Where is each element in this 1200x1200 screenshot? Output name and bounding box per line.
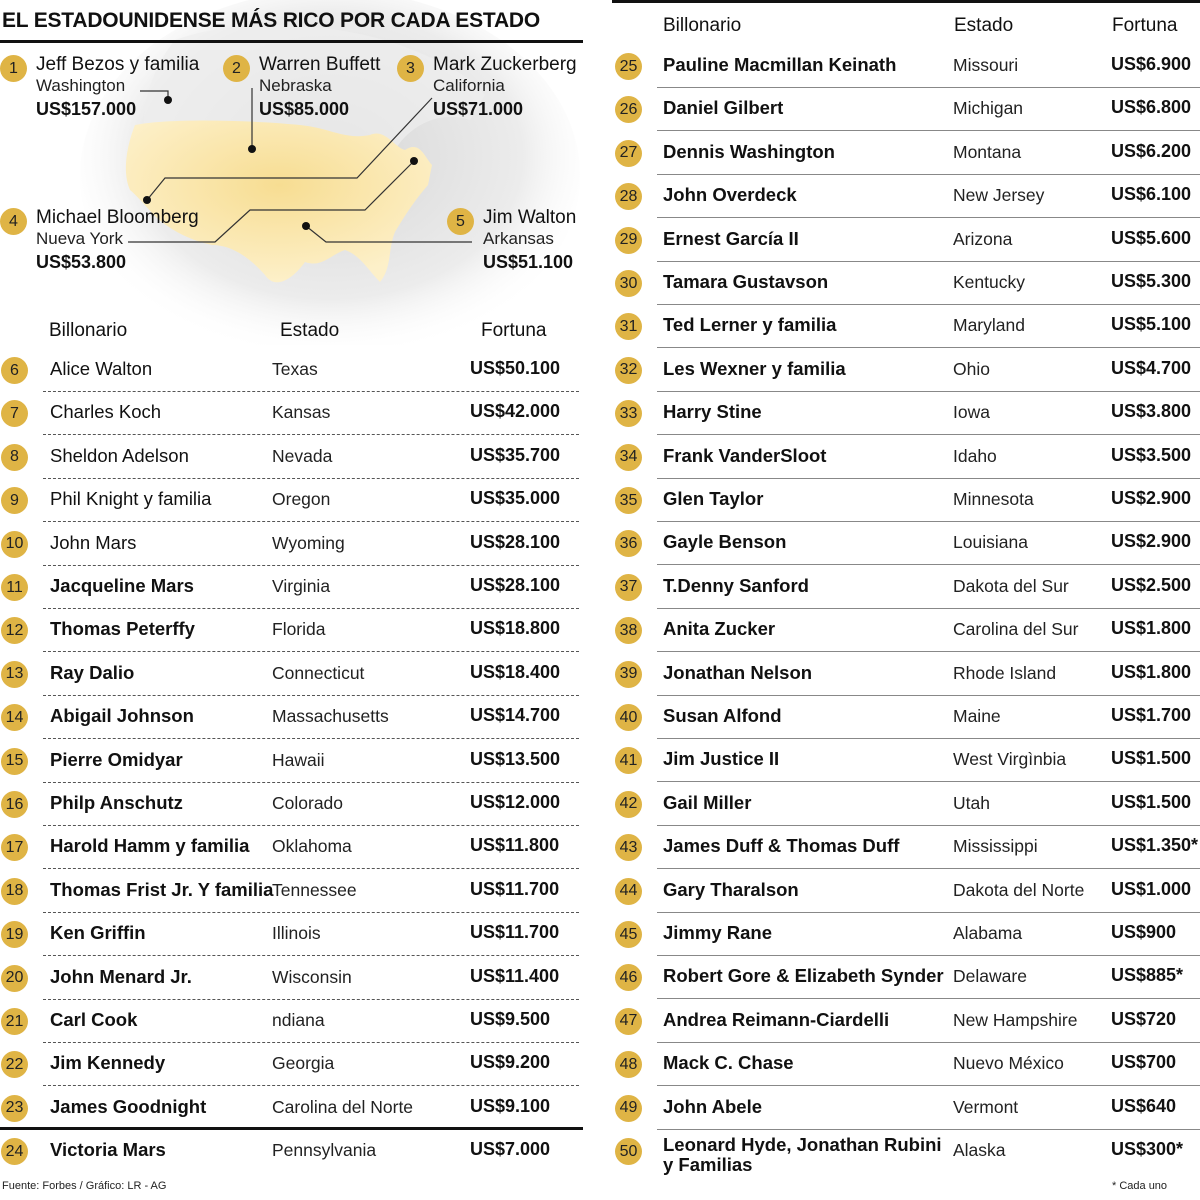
billionaire-name: Ernest García II <box>663 227 799 249</box>
state-name: Maryland <box>953 315 1025 336</box>
right-column-rule <box>612 0 1200 3</box>
state-name: Michigan <box>953 98 1024 119</box>
header-fortune-right: Fortuna <box>1112 15 1178 36</box>
billionaire-name: John Abele <box>663 1095 763 1117</box>
fortune-value: US$71.000 <box>433 99 524 119</box>
rank-badge: 43 <box>615 834 642 861</box>
fortune-value: US$720 <box>1111 1008 1177 1029</box>
state-name: Nuevo México <box>953 1053 1064 1074</box>
fortune-value: US$2.900 <box>1111 488 1192 508</box>
row-separator <box>657 955 1200 956</box>
billionaire-name: Victoria Mars <box>50 1139 166 1161</box>
row-separator <box>43 391 579 392</box>
state-name: Nebraska <box>259 76 332 95</box>
row-separator <box>43 478 579 479</box>
billionaire-name: Susan Alfond <box>663 705 782 726</box>
rank-badge: 4 <box>0 208 27 235</box>
header-billionaire-right: Billonario <box>663 15 742 36</box>
map-dot-nebraska <box>248 145 256 153</box>
rank-badge: 15 <box>1 748 28 775</box>
fortune-value: US$12.000 <box>470 792 561 812</box>
fortune-value: US$1.800 <box>1111 618 1192 639</box>
rank-badge: 34 <box>615 444 642 471</box>
fortune-value: US$1.350* <box>1111 835 1199 856</box>
fortune-value: US$885* <box>1111 965 1184 986</box>
rank-badge: 37 <box>615 574 642 601</box>
state-name: Mississippi <box>953 836 1038 857</box>
billionaire-name: John Menard Jr. <box>50 965 192 987</box>
rank-badge: 13 <box>1 661 28 688</box>
fortune-value: US$11.400 <box>470 965 560 986</box>
state-name: Louisiana <box>953 532 1028 553</box>
rank-badge: 5 <box>447 208 474 235</box>
state-name: California <box>433 76 505 95</box>
rank-badge: 33 <box>615 400 642 427</box>
fortune-value: US$14.700 <box>470 705 561 726</box>
fortune-value: US$28.100 <box>470 531 561 552</box>
rank-badge: 31 <box>615 313 642 340</box>
state-name: Tennessee <box>272 879 357 900</box>
rank-badge: 21 <box>1 1008 28 1035</box>
row-separator <box>657 738 1200 739</box>
fortune-value: US$300* <box>1111 1139 1184 1159</box>
rank-badge: 42 <box>615 791 642 818</box>
rank-badge: 10 <box>1 531 28 558</box>
billionaire-name: Alice Walton <box>50 358 153 379</box>
rank-badge: 39 <box>615 661 642 688</box>
billionaire-name: John Overdeck <box>663 184 797 206</box>
fortune-value: US$28.100 <box>470 575 561 595</box>
state-name: Wyoming <box>272 532 345 553</box>
state-name: Rhode Island <box>953 662 1057 683</box>
rank-badge: 14 <box>1 704 28 731</box>
fortune-value: US$42.000 <box>470 401 561 422</box>
page-title: EL ESTADOUNIDENSE MÁS RICO POR CADA ESTADO <box>2 9 541 32</box>
row-separator <box>43 521 579 522</box>
fortune-value: US$5.600 <box>1111 227 1192 248</box>
billionaire-name: Jim Kennedy <box>50 1052 166 1074</box>
fortune-value: US$4.700 <box>1111 357 1192 378</box>
fortune-value: US$640 <box>1111 1095 1177 1116</box>
fortune-value: US$1.000 <box>1111 878 1192 899</box>
billionaire-name: Michael Bloomberg <box>36 207 199 228</box>
billionaire-name: Glen Taylor <box>663 488 764 509</box>
row-separator <box>43 999 579 1000</box>
rank-badge: 46 <box>615 964 642 991</box>
fortune-value: US$35.700 <box>470 444 561 465</box>
row-separator <box>43 868 579 869</box>
us-map <box>0 0 600 345</box>
billionaire-name: Leonard Hyde, Jonathan Rubini y Familias <box>663 1134 942 1175</box>
billionaire-name: Frank VanderSloot <box>663 444 827 466</box>
state-name: Kentucky <box>953 272 1025 292</box>
rank-badge: 22 <box>1 1051 28 1078</box>
fortune-value: US$7.000 <box>470 1139 551 1160</box>
state-name: Arkansas <box>483 229 554 248</box>
map-dot-newyork <box>410 157 418 165</box>
fortune-value: US$35.000 <box>470 488 561 509</box>
rank-badge: 2 <box>223 55 250 82</box>
rank-badge: 50 <box>615 1138 642 1165</box>
row-separator <box>43 782 579 783</box>
state-name: Nevada <box>272 445 333 466</box>
fortune-value: US$900 <box>1111 922 1177 942</box>
state-name: Washington <box>36 76 126 95</box>
row-separator <box>43 738 579 739</box>
state-name: Ohio <box>953 358 990 379</box>
rank-badge: 9 <box>1 487 28 514</box>
billionaire-name: Ken Griffin <box>50 922 146 944</box>
billionaire-name: T.Denny Sanford <box>663 574 809 596</box>
state-name: Texas <box>272 359 318 379</box>
fortune-value: US$18.800 <box>470 618 561 639</box>
state-name: Maine <box>953 706 1001 726</box>
billionaire-name: John Mars <box>50 531 137 553</box>
state-name: Iowa <box>953 402 990 423</box>
rank-badge: 7 <box>1 400 28 427</box>
state-name: West Virgìnbia <box>953 749 1067 770</box>
state-name: Kansas <box>272 402 331 423</box>
row-separator <box>657 651 1200 652</box>
row-separator <box>657 217 1200 218</box>
state-name: Illinois <box>272 923 321 944</box>
title-rule <box>0 40 583 43</box>
rank-badge: 44 <box>615 878 642 905</box>
rank-badge: 35 <box>615 487 642 514</box>
fortune-value: US$18.400 <box>470 661 561 682</box>
state-name: Idaho <box>953 445 997 466</box>
rank-badge: 36 <box>615 530 642 557</box>
rank-badge: 28 <box>615 183 642 210</box>
rank-badge: 18 <box>1 878 28 905</box>
rank-badge: 30 <box>615 270 642 297</box>
state-name: Dakota del Norte <box>953 879 1085 900</box>
billionaire-name: Ted Lerner y familia <box>663 314 837 336</box>
row-separator <box>657 521 1200 522</box>
fortune-value: US$9.200 <box>470 1052 551 1073</box>
billionaire-name: Ray Dalio <box>50 661 135 683</box>
fortune-value: US$6.100 <box>1111 184 1192 205</box>
rank-badge: 3 <box>397 55 424 82</box>
billionaire-name: Gary Tharalson <box>663 878 799 900</box>
header-fortune-left: Fortuna <box>481 320 547 341</box>
rank-badge: 29 <box>615 227 642 254</box>
rank-badge: 24 <box>1 1138 28 1165</box>
map-dot-california <box>143 196 151 204</box>
billionaire-name: Carl Cook <box>50 1009 138 1030</box>
billionaire-name: Anita Zucker <box>663 618 776 640</box>
row-separator <box>657 1129 1200 1130</box>
state-name: Alaska <box>953 1140 1006 1160</box>
row-separator <box>43 565 579 566</box>
rank-badge: 48 <box>615 1051 642 1078</box>
rank-badge: 6 <box>1 357 28 384</box>
row-separator <box>657 87 1200 88</box>
row-separator <box>657 261 1200 262</box>
row-separator <box>657 130 1200 131</box>
billionaire-name: Harry Stine <box>663 401 762 423</box>
billionaire-name: Jim Justice II <box>663 748 780 770</box>
row-separator <box>657 1042 1200 1043</box>
fortune-value: US$3.800 <box>1111 401 1192 422</box>
rank-badge: 8 <box>1 444 28 471</box>
row-separator <box>43 955 579 956</box>
source-note: Fuente: Forbes / Gráfico: LR - AG <box>2 1180 167 1192</box>
fortune-value: US$1.500 <box>1111 748 1192 769</box>
fortune-value: US$5.300 <box>1111 271 1192 291</box>
row-separator <box>657 347 1200 348</box>
state-name: Virginia <box>272 576 331 596</box>
state-name: Missouri <box>953 55 1019 75</box>
rank-badge: 1 <box>0 55 27 82</box>
row-separator <box>657 695 1200 696</box>
billionaire-name: Gayle Benson <box>663 531 787 553</box>
row-separator <box>43 608 579 609</box>
billionaire-name: Harold Hamm y familia <box>50 835 250 857</box>
row-separator <box>43 695 579 696</box>
fortune-value: US$1.800 <box>1111 661 1192 682</box>
billionaire-name: Warren Buffett <box>259 54 381 75</box>
fortune-value: US$85.000 <box>259 99 350 119</box>
fortune-value: US$1.700 <box>1111 705 1192 725</box>
fortune-value: US$6.200 <box>1111 140 1192 161</box>
billionaire-name: Les Wexner y familia <box>663 357 846 379</box>
billionaire-name: Sheldon Adelson <box>50 444 189 466</box>
billionaire-name: Philp Anschutz <box>50 792 183 813</box>
billionaire-name: Pauline Macmillan Keinath <box>663 54 897 75</box>
fortune-value: US$11.700 <box>470 922 560 943</box>
fortune-value: US$5.100 <box>1111 314 1192 335</box>
fortune-value: US$9.100 <box>470 1095 551 1116</box>
rank-badge: 23 <box>1 1095 28 1122</box>
state-name: Pennsylvania <box>272 1140 377 1161</box>
state-name: Utah <box>953 792 990 813</box>
header-state-right: Estado <box>954 15 1014 36</box>
billionaire-name: Dennis Washington <box>663 140 835 162</box>
state-name: ndiana <box>272 1010 325 1030</box>
billionaire-name: Gail Miller <box>663 791 752 813</box>
row-separator <box>657 1085 1200 1086</box>
rank-badge: 38 <box>615 617 642 644</box>
fortune-value: US$51.100 <box>483 252 574 272</box>
billionaire-name: James Goodnight <box>50 1095 207 1117</box>
row-separator <box>657 998 1200 999</box>
row-separator <box>657 478 1200 479</box>
fortune-value: US$2.500 <box>1111 574 1192 595</box>
state-name: Carolina del Norte <box>272 1096 414 1117</box>
header-billionaire-left: Billonario <box>49 320 128 341</box>
state-name: Connecticut <box>272 662 365 683</box>
state-name: Oregon <box>272 489 331 510</box>
state-name: Georgia <box>272 1053 335 1074</box>
row-separator <box>43 434 579 435</box>
row-separator <box>657 174 1200 175</box>
billionaire-name: Jeff Bezos y familia <box>36 54 200 75</box>
state-name: New Hampshire <box>953 1009 1078 1030</box>
state-name: Florida <box>272 619 326 640</box>
state-name: Nueva York <box>36 229 123 248</box>
row-separator <box>657 825 1200 826</box>
billionaire-name: Pierre Omidyar <box>50 748 183 770</box>
fortune-value: US$9.500 <box>470 1009 551 1029</box>
state-name: Hawaii <box>272 749 325 770</box>
billionaire-name: Jim Walton <box>483 207 577 228</box>
state-name: Montana <box>953 141 1022 162</box>
billionaire-name: Phil Knight y familia <box>50 488 212 510</box>
state-name: Delaware <box>953 966 1027 987</box>
billionaire-name: Mark Zuckerberg <box>433 54 577 75</box>
footnote: * Cada uno <box>1112 1180 1168 1192</box>
fortune-value: US$2.900 <box>1111 531 1192 552</box>
billionaire-name: Jonathan Nelson <box>663 661 813 683</box>
billionaire-name: Abigail Johnson <box>50 705 194 727</box>
rank-badge: 47 <box>615 1008 642 1035</box>
row-separator <box>657 868 1200 869</box>
rank-badge: 12 <box>1 617 28 644</box>
rank-badge: 41 <box>615 747 642 774</box>
row-separator <box>657 608 1200 609</box>
state-name: Wisconsin <box>272 966 352 987</box>
fortune-value: US$13.500 <box>470 748 561 769</box>
fortune-value: US$3.500 <box>1111 444 1192 465</box>
billionaire-name: Thomas Frist Jr. Y familia <box>50 878 274 900</box>
rank-badge: 27 <box>615 140 642 167</box>
rank-badge: 20 <box>1 965 28 992</box>
fortune-value: US$6.900 <box>1111 54 1192 74</box>
left-bottom-rule <box>0 1127 583 1130</box>
rank-badge: 49 <box>615 1095 642 1122</box>
state-name: Carolina del Sur <box>953 619 1079 640</box>
state-name: Dakota del Sur <box>953 575 1069 596</box>
state-name: Alabama <box>953 923 1023 943</box>
state-name: Colorado <box>272 793 344 813</box>
billionaire-name: James Duff & Thomas Duff <box>663 835 900 857</box>
rank-badge: 45 <box>615 921 642 948</box>
row-separator <box>43 825 579 826</box>
state-name: Vermont <box>953 1096 1019 1117</box>
billionaire-name: Daniel Gilbert <box>663 97 784 119</box>
row-separator <box>657 434 1200 435</box>
state-name: Massachusetts <box>272 706 389 727</box>
rank-badge: 32 <box>615 357 642 384</box>
row-separator <box>657 912 1200 913</box>
row-separator <box>43 651 579 652</box>
rank-badge: 11 <box>1 574 28 601</box>
header-state-left: Estado <box>280 320 340 341</box>
fortune-value: US$11.800 <box>470 835 560 856</box>
state-name: Oklahoma <box>272 836 352 857</box>
billionaire-name: Thomas Peterffy <box>50 618 195 640</box>
rank-badge: 25 <box>615 53 642 80</box>
row-separator <box>657 781 1200 782</box>
row-separator <box>657 304 1200 305</box>
row-separator <box>43 912 579 913</box>
state-name: New Jersey <box>953 185 1045 206</box>
fortune-value: US$53.800 <box>36 252 127 272</box>
billionaire-name: Mack C. Chase <box>663 1052 794 1074</box>
row-separator <box>43 1042 579 1043</box>
billionaire-name: Jacqueline Mars <box>50 575 194 596</box>
fortune-value: US$700 <box>1111 1052 1177 1073</box>
billionaire-name: Andrea Reimann-Ciardelli <box>663 1008 890 1030</box>
rank-badge: 19 <box>1 921 28 948</box>
row-separator <box>657 564 1200 565</box>
row-separator <box>657 391 1200 392</box>
billionaire-name: Jimmy Rane <box>663 922 772 943</box>
fortune-value: US$50.100 <box>470 358 561 378</box>
rank-badge: 40 <box>615 704 642 731</box>
row-separator <box>43 1085 579 1086</box>
rank-badge: 26 <box>615 96 642 123</box>
fortune-value: US$11.700 <box>470 878 560 899</box>
billionaire-name: Charles Koch <box>50 401 162 423</box>
rank-badge: 17 <box>1 834 28 861</box>
fortune-value: US$157.000 <box>36 99 137 119</box>
map-dot-arkansas <box>302 222 310 230</box>
map-dot-washington <box>164 96 172 104</box>
billionaire-name: Tamara Gustavson <box>663 271 829 292</box>
fortune-value: US$1.500 <box>1111 791 1192 812</box>
fortune-value: US$6.800 <box>1111 97 1192 118</box>
state-name: Arizona <box>953 228 1013 249</box>
billionaire-name: Robert Gore & Elizabeth Synder <box>663 965 944 987</box>
rank-badge: 16 <box>1 791 28 818</box>
state-name: Minnesota <box>953 489 1034 509</box>
